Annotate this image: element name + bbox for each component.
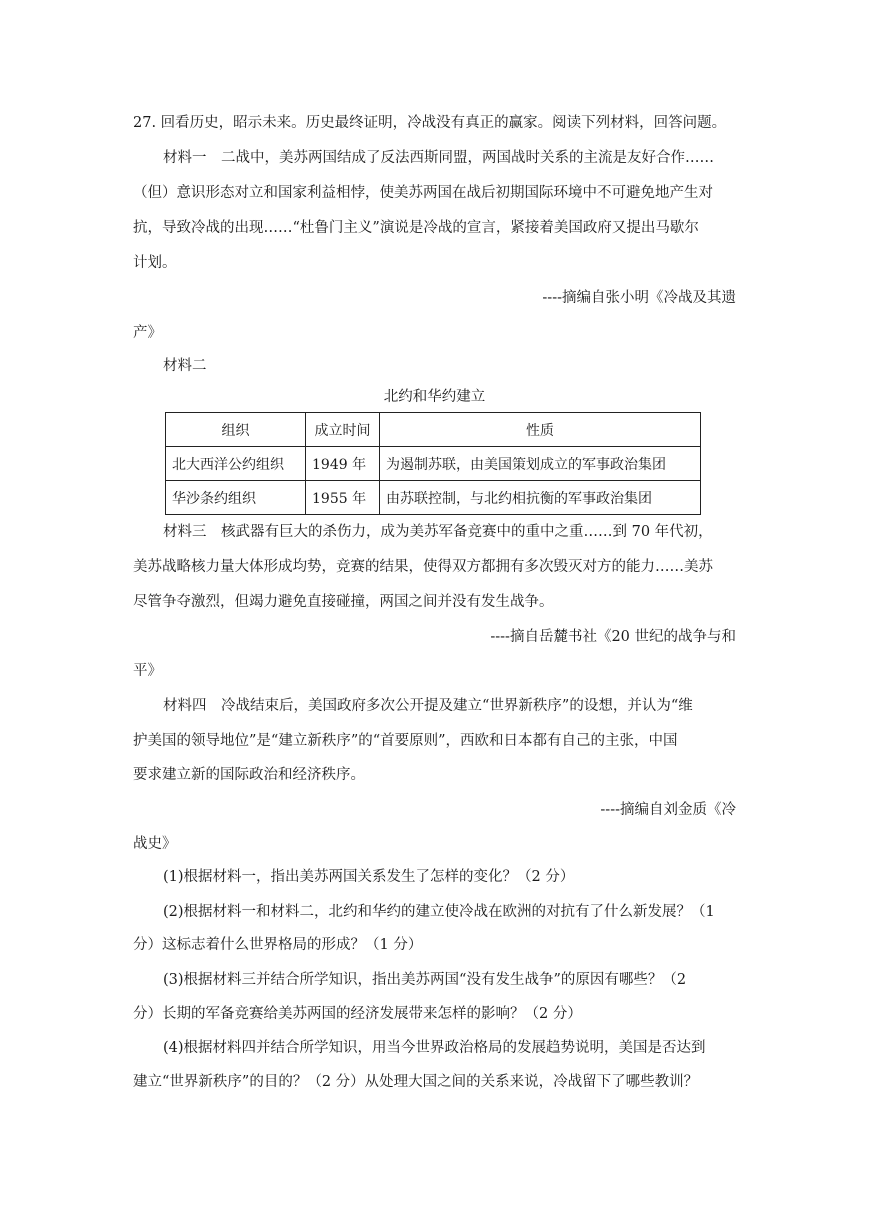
table-title: 北约和华约建立	[383, 389, 486, 405]
table-header-cell: 性质	[380, 413, 701, 447]
table-header-row	[166, 413, 701, 447]
material1-line: 材料一 二战中，美苏两国结成了反法西斯同盟，两国战时关系的主流是友好合作……	[163, 150, 714, 166]
material4-line: 要求建立新的国际政治和经济秩序。	[133, 767, 365, 783]
material3-source: ----摘自岳麓书社《20 世纪的战争与和	[490, 629, 736, 645]
material3-source-cont: 平》	[133, 663, 162, 679]
table-cell: 1949 年	[306, 447, 380, 481]
table-cell: 为遏制苏联，由美国策划成立的军事政治集团	[380, 447, 701, 481]
material3-line: 美苏战略核力量大体形成均势，竞赛的结果，使得双方都拥有多次毁灭对方的能力……美苏	[133, 559, 713, 575]
table-cell: 北大西洋公约组织	[166, 447, 306, 481]
nato-warsaw-table	[165, 412, 701, 515]
question-2-cont: 分）这标志着什么世界格局的形成？（1 分）	[133, 937, 423, 953]
table-header-cell: 组织	[166, 413, 306, 447]
question-1: (1)根据材料一，指出美苏两国关系发生了怎样的变化？（2 分）	[163, 869, 575, 885]
table-row	[166, 481, 701, 515]
material2-label: 材料二	[163, 358, 207, 374]
material3-line: 材料三 核武器有巨大的杀伤力，成为美苏军备竞赛中的重中之重……到 70 年代初，	[163, 524, 713, 540]
table-cell: 由苏联控制，与北约相抗衡的军事政治集团	[380, 481, 701, 515]
material4-source-cont: 战史》	[133, 836, 177, 852]
question-stem: 27. 回看历史，昭示未来。历史最终证明，冷战没有真正的赢家。阅读下列材料，回答问题。	[133, 115, 727, 131]
table-header-cell: 成立时间	[306, 413, 380, 447]
material1-line: 计划。	[133, 255, 177, 271]
question-2: (2)根据材料一和材料二，北约和华约的建立使冷战在欧洲的对抗有了什么新发展？（1	[163, 904, 715, 920]
question-4-cont: 建立“世界新秩序”的目的？（2 分）从处理大国之间的关系来说，冷战留下了哪些教训？	[133, 1074, 699, 1090]
table-row	[166, 447, 701, 481]
table-cell: 华沙条约组织	[166, 481, 306, 515]
material4-source: ----摘编自刘金质《冷	[600, 802, 736, 818]
material4-line: 护美国的领导地位”是“建立新秩序”的“首要原则”，西欧和日本都有自己的主张，中国	[133, 733, 678, 749]
material3-line: 尽管争夺激烈，但竭力避免直接碰撞，两国之间并没有发生战争。	[133, 594, 554, 610]
material1-line: 抗，导致冷战的出现……“杜鲁门主义”演说是冷战的宣言，紧接着美国政府又提出马歇尔	[133, 220, 699, 236]
table-cell: 1955 年	[306, 481, 380, 515]
material1-line: （但）意识形态对立和国家利益相悖，使美苏两国在战后初期国际环境中不可避免地产生对	[133, 185, 713, 201]
material1-source: ----摘编自张小明《冷战及其遗	[542, 290, 736, 306]
question-3: (3)根据材料三并结合所学知识，指出美苏两国“没有发生战争”的原因有哪些？（2	[163, 972, 687, 988]
question-4: (4)根据材料四并结合所学知识，用当今世界政治格局的发展趋势说明，美国是否达到	[163, 1040, 706, 1056]
material4-line: 材料四 冷战结束后，美国政府多次公开提及建立“世界新秩序”的设想，并认为“维	[163, 698, 693, 714]
material1-source-cont: 产》	[133, 325, 162, 341]
question-3-cont: 分）长期的军备竞赛给美苏两国的经济发展带来怎样的影响？（2 分）	[133, 1006, 582, 1022]
